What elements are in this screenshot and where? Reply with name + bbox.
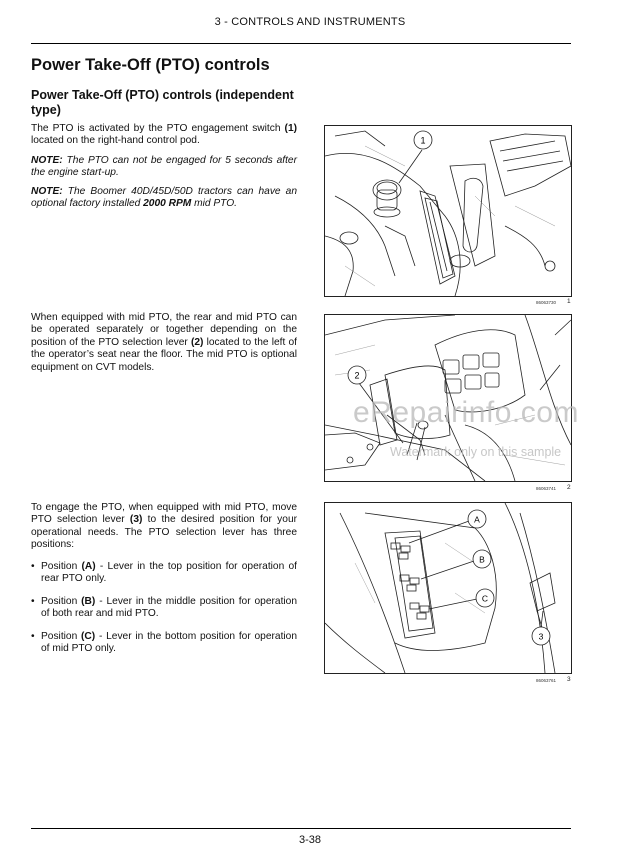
text: - Lever in the top position for operation of rear PTO only. [41,561,297,585]
text: When equipped with mid PTO, the rear and mid PTO can be operated separately or together depending on the position of the PTO selection lever [31,312,297,348]
paragraph-pto-switch [31,123,297,148]
callout-leader [541,611,543,627]
figure-id: 86063761 [536,678,557,683]
text: located to the left of the operator’s seat near the floor. The mid PTO is optional equipment on CVT models. [31,336,297,373]
note-mid-pto [31,186,297,211]
callout-label: 3 [538,631,544,642]
footer-rule [31,828,571,829]
note-text: mid PTO. [191,198,237,210]
ref-2: (2) [190,336,204,348]
header-rule [31,43,571,44]
note-text: The Boomer 40D/45D/50D tractors can have an optional factory installed [31,186,297,210]
position-key: (B) [81,595,96,607]
text: To engage the PTO, when equipped with mid PTO, move PTO selection lever [31,502,297,526]
figure-pto-switch [324,125,572,297]
illustration-pto-switch [325,126,571,296]
note-bold: 2000 RPM [143,198,192,210]
section-subtitle: Power Take-Off (PTO) controls (independent type) [31,88,294,117]
ref-3: (3) [129,514,143,526]
list-item [31,631,297,656]
position-key: (A) [81,561,96,572]
page-number: 3-38 [298,834,322,846]
text: - Lever in the middle position for operation of both rear and mid PTO. [41,595,298,620]
text: to the desired position for your operational needs. The PTO selection lever has three positions: [31,514,297,551]
figure-id: 86063741 [536,486,557,491]
figure-lever-positions [324,502,572,674]
text: Position [41,630,82,642]
position-key: (C) [81,630,96,642]
callout-label: A [474,514,480,525]
section-title: Power Take-Off (PTO) controls [31,56,270,74]
figure-id: 86063730 [536,300,557,305]
text: The PTO is activated by the PTO engagement switch [31,123,285,134]
callout-leader [421,561,474,579]
paragraph-engage-pto [31,502,297,552]
running-header: 3 - CONTROLS AND INSTRUMENTS [214,16,406,28]
watermark-subtext: Watermark only on this sample [390,445,562,459]
note-text: The PTO can not be engaged for 5 seconds after the engine start-up. [31,155,297,179]
position-list [31,561,297,665]
note-label: NOTE: [31,186,63,197]
callout-label: 1 [420,135,426,146]
watermark-text: eRepairinfo.com [353,396,579,429]
callout-leader [429,599,477,609]
figure-number: 2 [567,484,571,491]
figure-number: 1 [567,298,571,305]
callout-label: B [479,554,485,565]
list-item [31,561,297,586]
list-item [31,596,297,621]
illustration-lever-positions [325,503,571,673]
note-label: NOTE: [31,155,63,166]
text: Position [41,561,82,572]
figure-number: 3 [567,676,571,683]
callout-leader [399,150,422,183]
callout-leader [409,521,469,543]
text: - Lever in the bottom position for operation of mid PTO only. [41,630,297,655]
paragraph-mid-pto [31,312,297,374]
text: Position [41,595,82,607]
callout-label: 2 [354,370,360,381]
text: located on the right-hand control pod. [31,135,200,147]
ref-1: (1) [284,123,297,134]
callout-label: C [481,593,489,604]
note-start-delay [31,155,297,180]
